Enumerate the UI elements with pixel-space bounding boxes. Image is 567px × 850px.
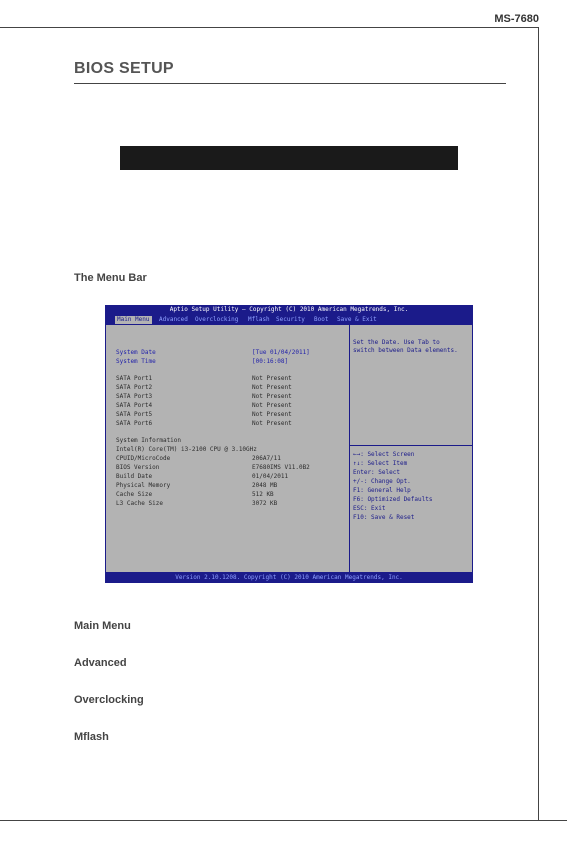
frame-top-line <box>0 27 538 28</box>
bios-tab-bar <box>105 315 473 324</box>
row-sata-port3 <box>116 393 341 401</box>
tab-overclocking[interactable]: Overclocking <box>195 316 239 323</box>
tab-mflash[interactable]: Mflash <box>248 316 270 323</box>
row-value: 206A7/11 <box>252 455 281 462</box>
key-help-change-opt: +/-: Change Opt. <box>353 478 411 485</box>
row-label: SATA Port6 <box>116 420 153 427</box>
row-bios-version <box>116 464 341 472</box>
row-label: CPUID/MicroCode <box>116 455 171 462</box>
row-sata-port1 <box>116 375 341 383</box>
bios-footer: Version 2.10.1208. Copyright (C) 2010 American Megatrends, Inc. <box>105 573 473 583</box>
heading-overclocking: Overclocking <box>74 694 144 706</box>
row-sata-port6 <box>116 420 341 428</box>
row-value: E7680IMS V11.0B2 <box>252 464 310 471</box>
row-label: Build Date <box>116 473 153 480</box>
model-label: MS-7680 <box>494 13 539 25</box>
heading-advanced: Advanced <box>74 657 127 669</box>
title-underline <box>74 83 506 84</box>
row-value: 2048 MB <box>252 482 278 489</box>
row-value: Not Present <box>252 411 292 418</box>
row-value: Not Present <box>252 393 292 400</box>
key-help-optimized-defaults: F6: Optimized Defaults <box>353 496 433 503</box>
row-value: Not Present <box>252 402 292 409</box>
tab-security[interactable]: Security <box>276 316 305 323</box>
row-label: Physical Memory <box>116 482 171 489</box>
bios-body <box>105 324 473 573</box>
row-label: System Time <box>116 358 156 365</box>
row-value: 3072 KB <box>252 500 278 507</box>
heading-mflash: Mflash <box>74 731 109 743</box>
row-label: SATA Port2 <box>116 384 153 391</box>
row-system-date[interactable] <box>116 349 341 357</box>
bios-screenshot <box>105 305 473 583</box>
row-value[interactable]: [00:16:08] <box>252 358 289 365</box>
page-title: BIOS SETUP <box>74 60 174 77</box>
key-help-general-help: F1: General Help <box>353 487 411 494</box>
system-info-heading: System Information <box>116 437 182 444</box>
row-build-date <box>116 473 341 481</box>
heading-main-menu: Main Menu <box>74 620 131 632</box>
row-system-time[interactable] <box>116 358 341 366</box>
tab-save-exit[interactable]: Save & Exit <box>337 316 377 323</box>
row-label: System Date <box>116 349 156 356</box>
row-cache-size <box>116 491 341 499</box>
row-value: 512 KB <box>252 491 274 498</box>
key-help-select-screen: ←→: Select Screen <box>353 451 415 458</box>
row-label: SATA Port5 <box>116 411 153 418</box>
row-value: Not Present <box>252 375 292 382</box>
tab-boot[interactable]: Boot <box>314 316 329 323</box>
row-sata-port4 <box>116 402 341 410</box>
frame-bottom-line <box>0 820 567 821</box>
cpu-info: Intel(R) Core(TM) i3-2100 CPU @ 3.10GHz <box>116 446 257 453</box>
row-value: 01/04/2011 <box>252 473 289 480</box>
key-help-exit: ESC: Exit <box>353 505 386 512</box>
row-cpuid <box>116 455 341 463</box>
row-label: Cache Size <box>116 491 153 498</box>
help-divider <box>350 445 472 446</box>
heading-menu-bar: The Menu Bar <box>74 272 147 284</box>
row-label: SATA Port3 <box>116 393 153 400</box>
help-text-line: switch between Data elements. <box>353 347 458 354</box>
key-help-save-reset: F10: Save & Reset <box>353 514 415 521</box>
key-help-enter: Enter: Select <box>353 469 400 476</box>
pane-divider <box>349 325 350 572</box>
frame-right-line <box>538 27 539 820</box>
row-physical-memory <box>116 482 341 490</box>
row-sata-port5 <box>116 411 341 419</box>
key-help-select-item: ↑↓: Select Item <box>353 460 408 467</box>
row-value[interactable]: [Tue 01/04/2011] <box>252 349 310 356</box>
black-bar <box>120 146 458 170</box>
tab-main-menu[interactable]: Main Menu <box>117 316 150 323</box>
row-value: Not Present <box>252 384 292 391</box>
help-text-line: Set the Date. Use Tab to <box>353 339 440 346</box>
row-label: L3 Cache Size <box>116 500 163 507</box>
row-label: BIOS Version <box>116 464 160 471</box>
row-value: Not Present <box>252 420 292 427</box>
row-l3-cache-size <box>116 500 341 508</box>
tab-advanced[interactable]: Advanced <box>159 316 188 323</box>
row-label: SATA Port1 <box>116 375 153 382</box>
row-sata-port2 <box>116 384 341 392</box>
row-label: SATA Port4 <box>116 402 153 409</box>
bios-title-bar: Aptio Setup Utility – Copyright (C) 2010 American Megatrends, Inc. <box>105 305 473 315</box>
